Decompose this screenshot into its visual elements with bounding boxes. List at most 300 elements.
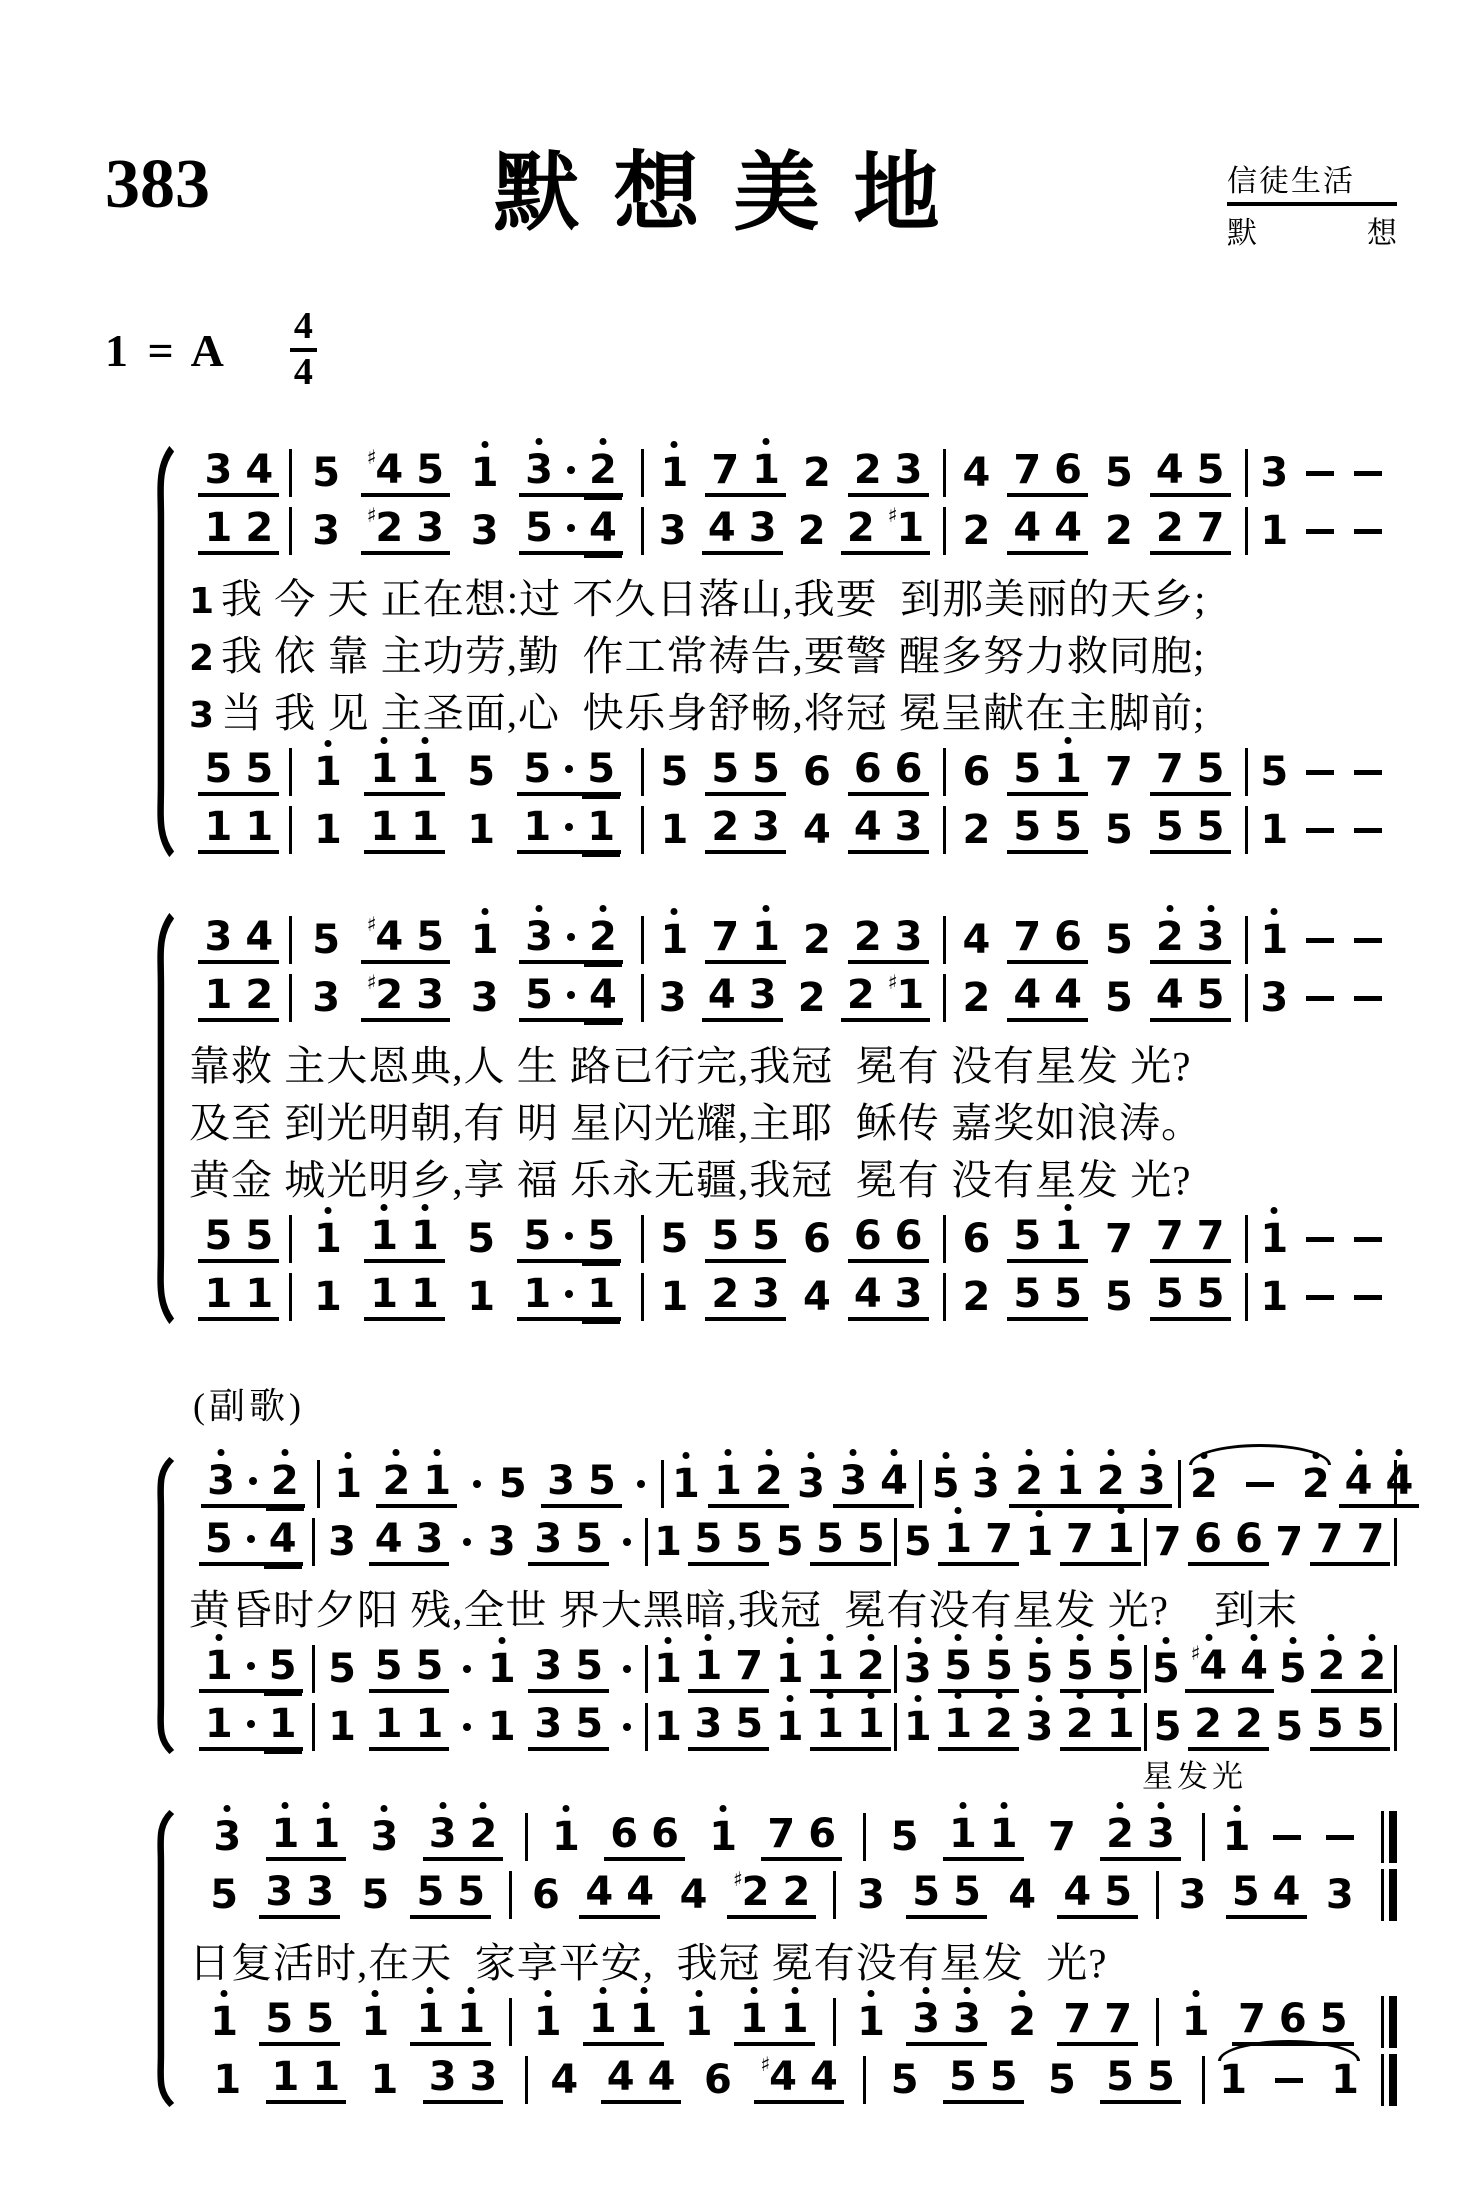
- beam-group: [810, 1642, 891, 1693]
- note: [1349, 828, 1387, 833]
- note: [1194, 446, 1228, 493]
- note: [1257, 975, 1291, 1021]
- augmentation-dot: [567, 524, 575, 532]
- note-digit: 1: [1260, 1274, 1289, 1320]
- note-digit: 2: [589, 446, 617, 493]
- lyrics-block: [189, 1027, 1397, 1210]
- note: [800, 1274, 834, 1320]
- note-digit: 1: [204, 803, 233, 850]
- augmentation-dot: [249, 1477, 257, 1485]
- augmentation-dot: [623, 1665, 631, 1673]
- note: [1328, 2057, 1362, 2103]
- lyric-text: 日复活时,在天 家享平安, 我冠 冕有没有星发 光?: [189, 1940, 1108, 1986]
- note-digit: 1: [271, 2053, 300, 2100]
- note-digit: 3: [1196, 913, 1225, 960]
- note: [1241, 1482, 1279, 1487]
- note-digit: 7: [1315, 1515, 1344, 1562]
- beam-group: [1060, 1515, 1141, 1566]
- note-digit: 4: [647, 2053, 676, 2100]
- note: [1235, 1995, 1269, 2042]
- beam-group: [519, 971, 623, 1022]
- beam-group: [364, 803, 445, 854]
- note-digit: 5: [1356, 1700, 1385, 1747]
- measure: [1248, 749, 1398, 795]
- note: [331, 1461, 365, 1507]
- category-block: [1227, 156, 1397, 252]
- note-digit: 1: [1260, 917, 1289, 963]
- measure: [292, 444, 641, 497]
- note: [892, 745, 926, 792]
- note-digit: 1: [552, 1814, 580, 1860]
- music-system-3: [149, 1455, 1414, 1794]
- augmentation-dot: [623, 1538, 631, 1546]
- beam-group: [266, 1810, 347, 1861]
- note-digit: 5: [711, 745, 740, 792]
- note-digit: 3: [1178, 1872, 1207, 1918]
- note: [711, 1457, 745, 1504]
- note: [372, 1700, 406, 1747]
- note: [586, 446, 620, 493]
- note: [941, 1642, 975, 1689]
- note: [243, 1535, 259, 1543]
- augmentation-dot: [473, 1480, 481, 1488]
- note: [732, 1642, 766, 1689]
- note: [1301, 938, 1339, 943]
- note-digit: 6: [651, 1810, 679, 1857]
- lyric-line: [189, 1147, 1397, 1204]
- note: [1144, 1810, 1178, 1857]
- note: [364, 502, 407, 551]
- note-digit: 3: [857, 1872, 886, 1918]
- note-digit: 2: [797, 508, 826, 554]
- note-digit: 5: [268, 1642, 297, 1689]
- note-digit: 1: [370, 2057, 399, 2103]
- note-digit: 5: [1013, 745, 1042, 792]
- note: [1321, 1835, 1359, 1840]
- note: [901, 1519, 935, 1565]
- beam-group: [848, 913, 929, 964]
- note: [844, 504, 878, 551]
- note-digit: 2: [1155, 913, 1184, 960]
- beam-group: [1007, 971, 1088, 1022]
- beam-group: [198, 913, 279, 964]
- beam-group: [541, 1457, 622, 1508]
- note: [648, 1810, 682, 1857]
- note: [1194, 1212, 1228, 1259]
- note: [309, 917, 343, 963]
- note-digit: 5: [588, 1457, 616, 1504]
- note: [1313, 1700, 1347, 1747]
- note-digit: 3: [894, 1270, 923, 1317]
- note-digit: 2: [1194, 1700, 1222, 1747]
- augmentation-dot: [565, 1290, 573, 1298]
- dash-rest: [1306, 828, 1334, 833]
- note-digit: 4: [1054, 971, 1082, 1018]
- note-digit: 5: [1151, 1646, 1180, 1692]
- note-digit: 1: [896, 971, 925, 1018]
- measure: [644, 803, 943, 854]
- note: [1194, 504, 1228, 551]
- note-digit: 3: [1137, 1457, 1166, 1504]
- note: [757, 2051, 800, 2100]
- note: [1237, 1642, 1271, 1689]
- note: [201, 745, 235, 792]
- beam-group: [938, 1642, 1019, 1693]
- note: [413, 1515, 447, 1562]
- measure: [512, 1995, 832, 2046]
- note: [1060, 1995, 1094, 2042]
- note: [1010, 971, 1044, 1018]
- note: [1051, 913, 1085, 960]
- measure: [946, 1270, 1245, 1321]
- note: [485, 1519, 519, 1565]
- note: [1045, 1814, 1079, 1860]
- note: [1232, 1515, 1266, 1562]
- note-digit: 5: [265, 1995, 294, 2042]
- measure: [315, 1700, 644, 1751]
- note-digit: 1: [467, 807, 496, 853]
- barline: [1394, 1518, 1397, 1566]
- category-label: 信徒生活: [1227, 156, 1397, 206]
- note: [303, 1868, 337, 1915]
- note: [1272, 1704, 1306, 1750]
- note: [1102, 508, 1136, 554]
- beam-group: [688, 1515, 769, 1566]
- note-digit: 1: [780, 1995, 809, 2042]
- sharp-icon: ♯: [760, 2051, 771, 2076]
- beam-group: [259, 1995, 340, 2046]
- note: [531, 1999, 565, 2045]
- note-digit: 1: [660, 917, 689, 963]
- beam-group: [519, 446, 623, 497]
- sharp-icon: ♯: [732, 1866, 743, 1891]
- note-digit: 5: [312, 917, 341, 963]
- note-digit: 5: [245, 1212, 274, 1259]
- sharp-icon: ♯: [887, 969, 898, 994]
- note-digit: 2: [962, 975, 991, 1021]
- beam-group: [841, 502, 930, 555]
- note: [800, 807, 834, 853]
- note: [619, 1665, 635, 1673]
- note-digit: 1: [654, 1646, 682, 1692]
- beam-group: [583, 1995, 664, 2046]
- measure: [189, 504, 289, 555]
- note-digit: 2: [846, 504, 875, 551]
- note-digit: 4: [962, 450, 991, 496]
- note-digit: 1: [314, 1216, 342, 1262]
- note-digit: 3: [534, 1642, 563, 1689]
- dash-rest: [1306, 770, 1334, 775]
- note: [746, 971, 780, 1018]
- note: [657, 1216, 691, 1262]
- note: [426, 1810, 460, 1857]
- note: [795, 975, 829, 1021]
- note-digit: 2: [1155, 504, 1184, 551]
- note: [325, 1646, 359, 1692]
- note: [705, 971, 739, 1018]
- beam-group: [199, 1700, 303, 1751]
- note: [701, 2057, 735, 2103]
- music-line: [189, 801, 1397, 859]
- note: [549, 1814, 583, 1860]
- measure: [1205, 1814, 1373, 1860]
- measure: [528, 2051, 864, 2104]
- note-digit: 5: [498, 1461, 527, 1507]
- note-digit: 1: [245, 1270, 274, 1317]
- note: [413, 1995, 447, 2042]
- beam-group: [528, 1700, 609, 1751]
- note-digit: 2: [1008, 1999, 1037, 2045]
- measure: [664, 1457, 920, 1508]
- header: [105, 145, 1397, 252]
- note-digit: 2: [711, 1270, 740, 1317]
- note-digit: 1: [370, 1212, 399, 1259]
- note: [836, 1457, 870, 1504]
- note-digit: 4: [550, 2057, 579, 2103]
- note-digit: 3: [894, 913, 923, 960]
- note-digit: 7: [1063, 1995, 1092, 2042]
- note-digit: 1: [523, 803, 552, 850]
- note: [929, 1461, 963, 1507]
- note-digit: 4: [245, 913, 274, 960]
- dash-rest: [1354, 828, 1382, 833]
- note-digit: 4: [1344, 1457, 1373, 1504]
- note: [584, 1212, 618, 1259]
- note: [1153, 1270, 1187, 1317]
- note-digit: 4: [375, 913, 404, 960]
- note-digit: 5: [306, 1995, 335, 2042]
- note-digit: 2: [853, 913, 882, 960]
- final-barline-thick: [1389, 1869, 1397, 1921]
- note-digit: 1: [660, 807, 689, 853]
- note-digit: 3: [1325, 1872, 1354, 1918]
- dash-rest: [1306, 1237, 1334, 1242]
- note: [1194, 1270, 1228, 1317]
- note-digit: 5: [1153, 1704, 1182, 1750]
- note: [909, 1868, 943, 1915]
- beam-group: [369, 1700, 450, 1751]
- note-digit: 4: [962, 917, 991, 963]
- augmentation-dot: [463, 1665, 471, 1673]
- beam-group: [1150, 745, 1231, 796]
- note: [892, 1212, 926, 1259]
- note-digit: 5: [1025, 1646, 1054, 1692]
- note-digit: 1: [314, 1274, 342, 1320]
- note: [1301, 471, 1339, 476]
- beam-group: [259, 1868, 340, 1919]
- beam-group: [705, 446, 786, 497]
- note: [1103, 2053, 1137, 2100]
- note: [454, 1868, 488, 1915]
- note: [1063, 1515, 1097, 1562]
- note-digit: 1: [204, 504, 233, 551]
- note: [1010, 1270, 1044, 1317]
- measure: [946, 1212, 1245, 1263]
- note-digit: 4: [802, 1274, 831, 1320]
- key-line: [105, 305, 1397, 393]
- beam-group: [810, 1515, 891, 1566]
- measure: [1181, 1457, 1414, 1508]
- note-digit: 3: [748, 504, 777, 551]
- note: [584, 803, 618, 850]
- note: [1220, 1814, 1254, 1860]
- sharp-icon: ♯: [1190, 1640, 1201, 1665]
- beam-group: [1100, 2053, 1181, 2104]
- note-digit: 5: [890, 2057, 919, 2103]
- note-digit: 4: [769, 2053, 797, 2100]
- note-digit: 1: [423, 1457, 452, 1504]
- note: [426, 2053, 460, 2100]
- note: [779, 1868, 813, 1915]
- note-digit: 5: [989, 2053, 1018, 2100]
- note: [266, 1642, 300, 1689]
- measure: [315, 1642, 644, 1693]
- music-line: [189, 1640, 1397, 1698]
- note: [1060, 1868, 1094, 1915]
- note: [800, 1216, 834, 1262]
- note: [408, 1212, 442, 1259]
- note: [325, 1704, 359, 1750]
- note-digit: 1: [684, 1999, 713, 2045]
- note: [1051, 1270, 1085, 1317]
- note: [520, 1270, 554, 1317]
- note: [467, 1810, 501, 1857]
- note-digit: 3: [752, 1270, 780, 1317]
- note: [1194, 803, 1228, 850]
- note-digit: 1: [245, 803, 274, 850]
- note: [1153, 1212, 1187, 1259]
- augmentation-dot: [565, 1232, 573, 1240]
- note: [242, 504, 276, 551]
- note: [1051, 745, 1085, 792]
- note-digit: 5: [660, 749, 689, 795]
- note: [706, 1814, 740, 1860]
- note-digit: 2: [797, 975, 826, 1021]
- dash-rest: [1306, 529, 1334, 534]
- note-digit: 4: [802, 807, 831, 853]
- note-digit: 4: [853, 1270, 882, 1317]
- note: [892, 446, 926, 493]
- beam-group: [517, 803, 621, 854]
- note-digit: 2: [1104, 508, 1133, 554]
- note-digit: 4: [585, 1868, 614, 1915]
- note: [262, 1868, 296, 1915]
- note-digit: 5: [328, 1646, 356, 1692]
- note: [459, 1723, 475, 1731]
- measure: [836, 1995, 1156, 2046]
- note: [469, 1480, 485, 1488]
- note-digit: 6: [704, 2057, 732, 2103]
- note: [851, 1270, 885, 1317]
- note-digit: 4: [268, 1515, 297, 1562]
- note: [805, 1810, 839, 1857]
- beam-group: [848, 803, 929, 854]
- note: [303, 1995, 337, 2042]
- note-digit: 3: [894, 446, 923, 493]
- lyric-line: [189, 1033, 1397, 1090]
- note-digit: 5: [890, 1814, 919, 1860]
- note: [201, 913, 235, 960]
- note: [454, 1995, 488, 2042]
- note: [1153, 971, 1187, 1018]
- note-digit: 7: [1013, 446, 1042, 493]
- note: [586, 504, 620, 551]
- beam-group: [938, 1700, 1019, 1751]
- music-line: [189, 1268, 1397, 1326]
- note-digit: 5: [575, 1642, 604, 1689]
- note: [749, 1212, 783, 1259]
- sharp-icon: ♯: [366, 969, 377, 994]
- note-digit: 3: [328, 1519, 356, 1565]
- note-digit: 6: [802, 1216, 831, 1262]
- note-digit: 1: [856, 1700, 885, 1747]
- note-digit: 2: [962, 807, 991, 853]
- note-digit: 3: [1260, 975, 1289, 1021]
- note: [408, 803, 442, 850]
- note-digit: 3: [525, 446, 554, 493]
- lyric-text: 我 依 靠 主功劳,勤 作工常祷告,要警 醒多努力救同胞;: [221, 633, 1206, 679]
- sharp-icon: ♯: [366, 911, 377, 936]
- note: [657, 807, 691, 853]
- note: [854, 1872, 888, 1918]
- measure: [1248, 1274, 1398, 1320]
- time-signature: [290, 306, 317, 394]
- measure: [644, 1270, 943, 1321]
- note: [941, 1515, 975, 1562]
- note: [1051, 803, 1085, 850]
- note: [372, 1642, 406, 1689]
- system-brace: [149, 913, 175, 1324]
- note: [651, 1646, 685, 1692]
- note-digit: 2: [245, 971, 274, 1018]
- verse-number: 2: [189, 638, 215, 679]
- note-digit: 1: [213, 2057, 242, 2103]
- note: [1102, 749, 1136, 795]
- lyric-text: 我 今 天 正在想:过 不久日落山,我要 到那美丽的天乡;: [221, 576, 1207, 622]
- measure: [292, 1212, 641, 1263]
- note: [522, 504, 556, 551]
- measure: [644, 913, 943, 964]
- note: [1349, 1295, 1387, 1300]
- note: [210, 1814, 244, 1860]
- note-digit: 4: [707, 971, 736, 1018]
- note-digit: 2: [1358, 1642, 1387, 1689]
- note-digit: 2: [802, 917, 831, 963]
- note: [1144, 2053, 1178, 2100]
- beam-group: [199, 1515, 303, 1566]
- measure: [897, 1515, 1144, 1566]
- note: [269, 2053, 303, 2100]
- note-digit: 5: [1054, 803, 1082, 850]
- note-digit: 3: [748, 971, 777, 1018]
- note: [311, 1274, 345, 1320]
- note: [773, 1519, 807, 1565]
- note: [420, 1457, 454, 1504]
- note-digit: 2: [985, 1700, 1013, 1747]
- note: [582, 1868, 616, 1915]
- note: [1053, 1457, 1087, 1504]
- note-digit: 5: [587, 1212, 616, 1259]
- note-digit: 5: [1278, 1646, 1307, 1692]
- music-line: [189, 1698, 1397, 1756]
- note-digit: 6: [894, 1212, 923, 1259]
- measure: [189, 1868, 509, 1919]
- note-digit: 2: [846, 971, 875, 1018]
- note-digit: 3: [306, 1868, 335, 1915]
- note: [544, 1457, 578, 1504]
- augmentation-dot: [565, 823, 573, 831]
- note: [468, 450, 502, 496]
